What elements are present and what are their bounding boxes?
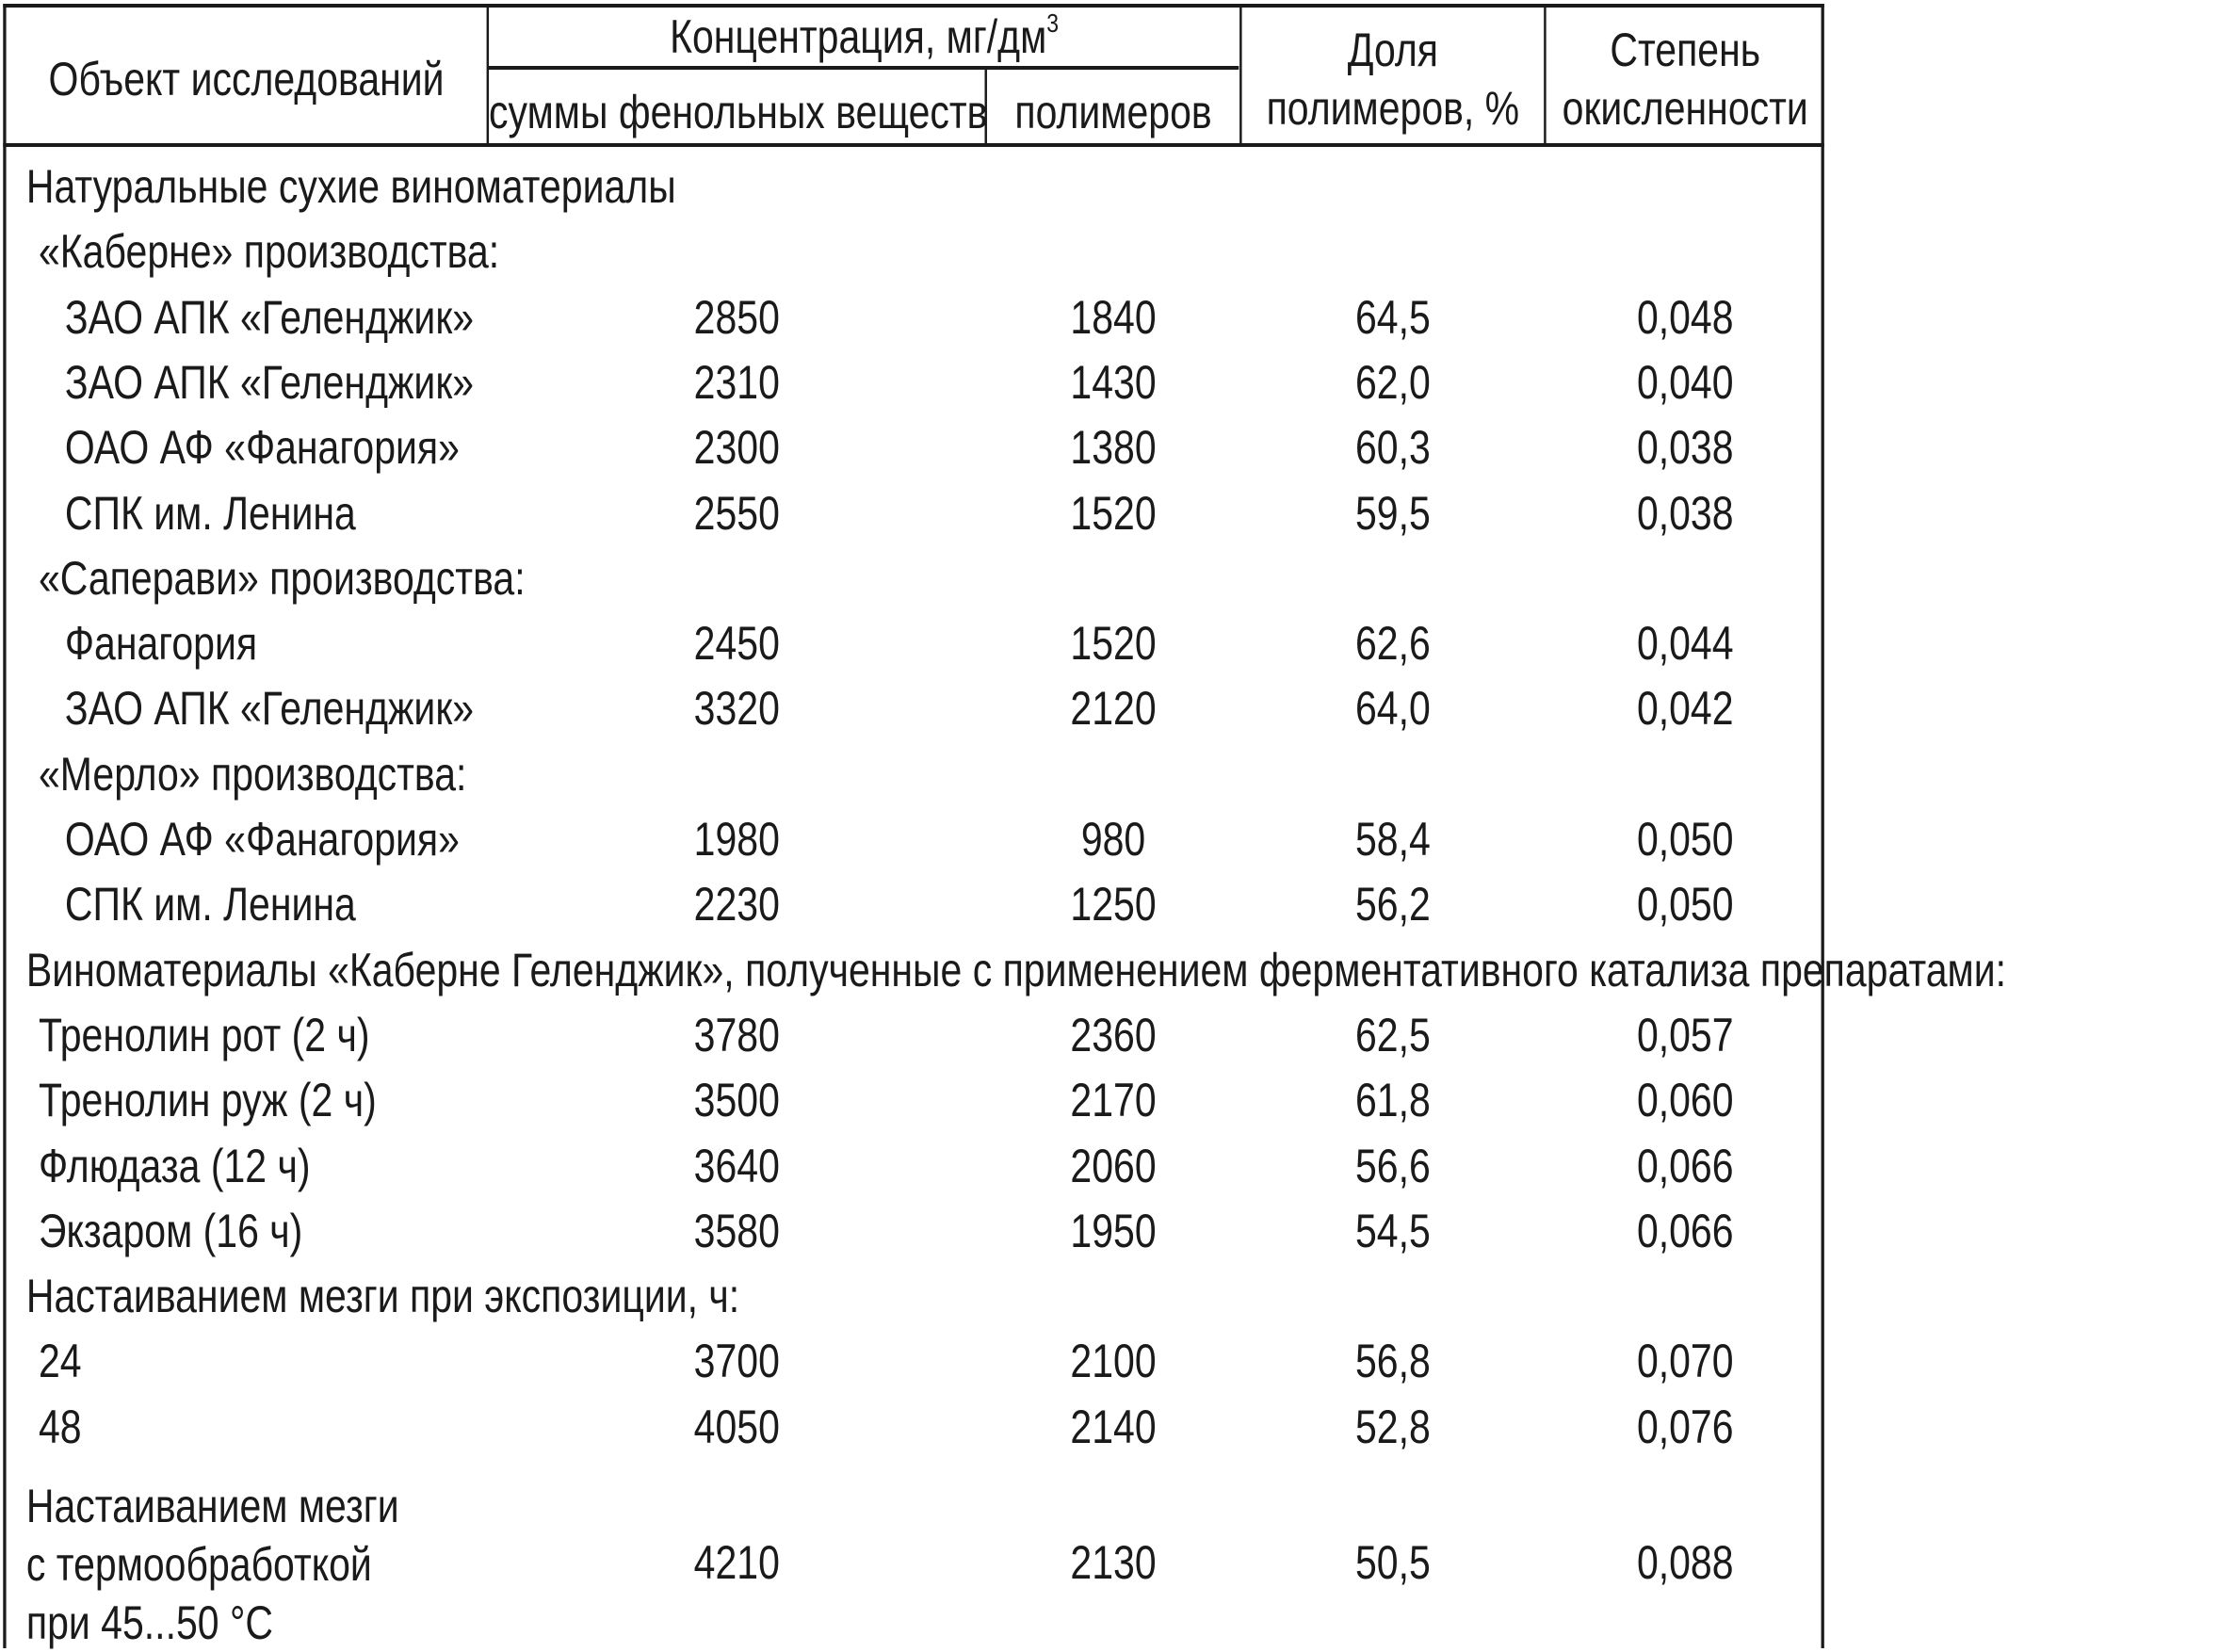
cell-polymers: 1520: [1070, 617, 1157, 670]
cell-oxidation: 0,042: [1636, 682, 1734, 735]
cell-share: 60,3: [1354, 421, 1431, 474]
cell-oxidation: 0,057: [1636, 1009, 1734, 1061]
table-row: [0, 284, 1827, 350]
cell-label: Натуральные сухие виноматериалы: [25, 160, 676, 213]
table-row: [0, 1002, 1827, 1068]
header-concentration-sup: 3: [1046, 8, 1060, 38]
cell-oxidation: 0,060: [1636, 1074, 1734, 1126]
cell-share: 59,5: [1354, 487, 1431, 540]
table-row: [0, 675, 1827, 741]
cell-share: 64,5: [1354, 291, 1431, 344]
table-row: [0, 806, 1827, 872]
cell-oxidation: 0,048: [1636, 291, 1734, 344]
cell-phenols: 2550: [693, 487, 780, 540]
last-row-values: [0, 1530, 1827, 1595]
cell-label: 48: [39, 1401, 82, 1453]
cell-oxidation: 0,076: [1636, 1401, 1734, 1453]
header-oxidation-line1: Степень: [1610, 24, 1761, 76]
cell-label: ЗАО АПК «Геленджик»: [64, 356, 475, 409]
cell-share: 56,8: [1354, 1335, 1431, 1387]
cell-share: 61,8: [1354, 1074, 1431, 1126]
cell-polymers: 1520: [1070, 487, 1157, 540]
cell-phenols: 2450: [693, 617, 780, 670]
cell-oxidation: 0,038: [1636, 421, 1734, 474]
cell-share: 56,6: [1354, 1140, 1431, 1192]
cell-label: Флюдаза (12 ч): [39, 1140, 311, 1192]
table-row: [0, 1067, 1827, 1133]
cell-phenols: 4210: [693, 1536, 780, 1589]
rule-subheader: [488, 66, 1239, 70]
cell-share: 54,5: [1354, 1205, 1431, 1257]
last-row-label-line3: при 45...50 °С: [25, 1596, 273, 1649]
cell-label: 24: [39, 1335, 82, 1387]
table-row: [0, 1394, 1827, 1460]
table-row: [0, 545, 1827, 611]
header-polymers: [987, 83, 1239, 141]
cell-polymers: 980: [1080, 813, 1146, 866]
cell-label: Тренолин руж (2 ч): [39, 1074, 377, 1126]
cell-polymers: 2100: [1070, 1335, 1157, 1387]
cell-oxidation: 0,066: [1636, 1205, 1734, 1257]
cell-label: ОАО АФ «Фанагория»: [64, 421, 460, 474]
cell-share: 64,0: [1354, 682, 1431, 735]
cell-oxidation: 0,066: [1636, 1140, 1734, 1192]
cell-polymers: 2170: [1070, 1074, 1157, 1126]
cell-share: 52,8: [1354, 1401, 1431, 1453]
header-oxidation: [1547, 21, 1824, 138]
cell-share: 56,2: [1354, 878, 1431, 931]
cell-label: Настаиванием мезги при экспозиции, ч:: [25, 1270, 740, 1322]
cell-oxidation: 0,044: [1636, 617, 1734, 670]
table-row: [0, 219, 1827, 284]
cell-phenols: 3700: [693, 1335, 780, 1387]
cell-share: 62,5: [1354, 1009, 1431, 1061]
cell-polymers: 2060: [1070, 1140, 1157, 1192]
header-oxidation-line2: окисленности: [1562, 82, 1808, 135]
cell-label: Экзаром (16 ч): [39, 1205, 303, 1257]
cell-polymers: 2140: [1070, 1401, 1157, 1453]
table-row: [0, 1328, 1827, 1394]
cell-phenols: 2310: [693, 356, 780, 409]
table-row: [0, 349, 1827, 415]
table-row: [0, 741, 1827, 807]
cell-phenols: 2300: [693, 421, 780, 474]
last-row-label-line2: с термообработкой: [25, 1538, 372, 1591]
cell-polymers: 2120: [1070, 682, 1157, 735]
header-share: [1242, 21, 1545, 138]
table-row: [0, 1198, 1827, 1264]
cell-oxidation: 0,050: [1636, 878, 1734, 931]
cell-label: Фанагория: [64, 617, 258, 670]
header-concentration-text: Концентрация, мг/дм: [670, 10, 1047, 63]
cell-label: «Мерло» производства:: [39, 748, 467, 801]
cell-label: ЗАО АПК «Геленджик»: [64, 682, 475, 735]
cell-phenols: 3580: [693, 1205, 780, 1257]
header-share-line2: полимеров, %: [1266, 82, 1520, 135]
table-row: [0, 480, 1827, 546]
cell-phenols: 3640: [693, 1140, 780, 1192]
header-polymers-text: полимеров: [1014, 86, 1212, 138]
header-phenols-text: суммы фенольных веществ: [489, 86, 988, 138]
cell-phenols: 2850: [693, 291, 780, 344]
cell-oxidation: 0,050: [1636, 813, 1734, 866]
cell-label: ОАО АФ «Фанагория»: [64, 813, 460, 866]
cell-polymers: 1380: [1070, 421, 1157, 474]
table-row: [0, 937, 2007, 1003]
cell-polymers: 1430: [1070, 356, 1157, 409]
header-concentration: [489, 8, 1239, 66]
cell-phenols: 2230: [693, 878, 780, 931]
rule-header-bottom: [3, 143, 1824, 147]
cell-oxidation: 0,038: [1636, 487, 1734, 540]
table-row: [0, 610, 1827, 676]
table-row: [0, 414, 1827, 480]
cell-label: ЗАО АПК «Геленджик»: [64, 291, 475, 344]
cell-share: 62,6: [1354, 617, 1431, 670]
cell-share: 50,5: [1354, 1536, 1431, 1589]
cell-label: Виноматериалы «Каберне Геленджик», полученные с применением ферментативного катализа препаратами:: [25, 944, 2007, 996]
cell-polymers: 1840: [1070, 291, 1157, 344]
cell-label: СПК им. Ленина: [64, 487, 356, 540]
table-row: [0, 871, 1827, 937]
header-object-text: Объект исследований: [48, 53, 445, 105]
cell-share: 62,0: [1354, 356, 1431, 409]
cell-share: 58,4: [1354, 813, 1431, 866]
header-object: [7, 50, 487, 108]
cell-label: «Саперави» производства:: [39, 552, 526, 605]
table-row: [0, 154, 1827, 219]
cell-phenols: 3780: [693, 1009, 780, 1061]
cell-polymers: 2360: [1070, 1009, 1157, 1061]
cell-phenols: 3320: [693, 682, 780, 735]
cell-polymers: 1950: [1070, 1205, 1157, 1257]
cell-polymers: 2130: [1070, 1536, 1157, 1589]
header-share-line1: Доля: [1347, 24, 1438, 76]
cell-phenols: 1980: [693, 813, 780, 866]
cell-oxidation: 0,070: [1636, 1335, 1734, 1387]
cell-phenols: 4050: [693, 1401, 780, 1453]
cell-polymers: 1250: [1070, 878, 1157, 931]
table-row: [0, 1263, 1827, 1329]
header-phenols: [489, 83, 988, 141]
cell-label: СПК им. Ленина: [64, 878, 356, 931]
last-row-label-line1: Настаиванием мезги: [25, 1480, 399, 1532]
cell-label: «Каберне» производства:: [39, 225, 500, 278]
table-row: [0, 1133, 1827, 1199]
cell-phenols: 3500: [693, 1074, 780, 1126]
cell-label: Тренолин рот (2 ч): [39, 1009, 370, 1061]
cell-oxidation: 0,088: [1636, 1536, 1734, 1589]
cell-oxidation: 0,040: [1636, 356, 1734, 409]
